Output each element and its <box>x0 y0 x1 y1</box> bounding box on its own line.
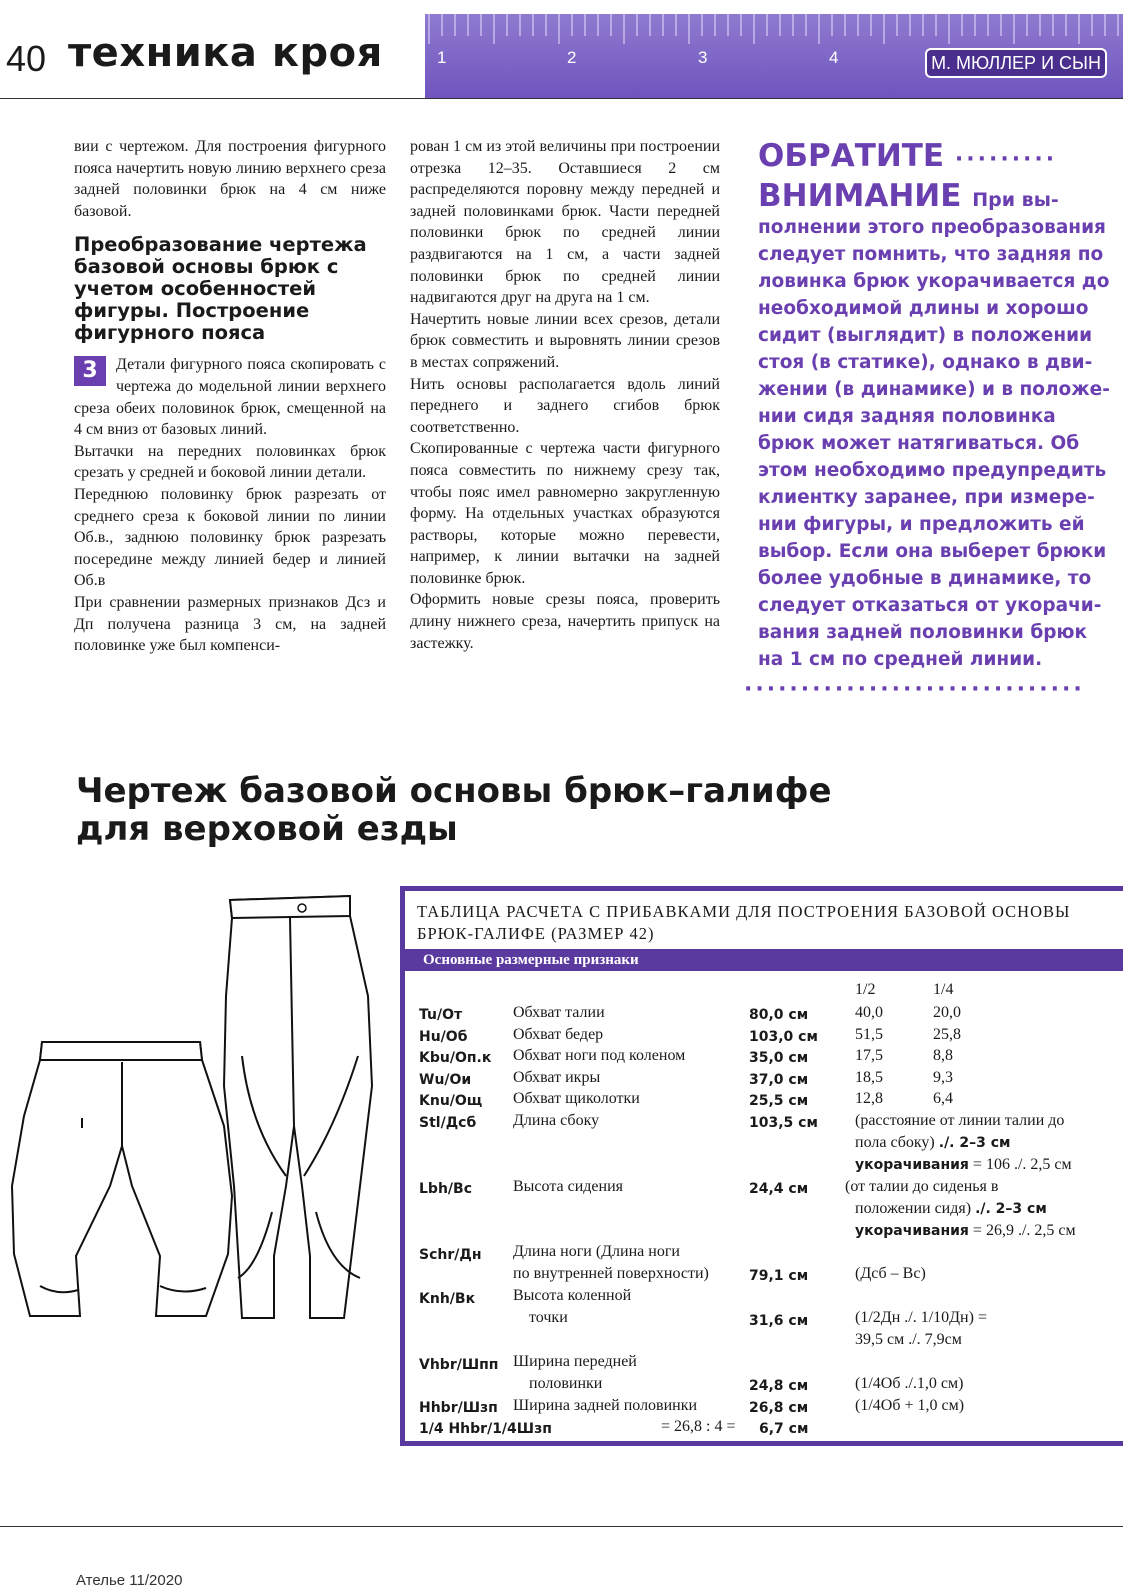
row-quarter: 6,4 <box>933 1090 953 1108</box>
back-trousers <box>224 896 372 1318</box>
row-half: 12,8 <box>855 1090 883 1108</box>
notice-body <box>758 214 1120 673</box>
row-name: по внутренней поверхности) <box>513 1265 709 1282</box>
ruler-number-1: 1 <box>437 48 447 67</box>
row-name: Обхват ноги под коленом <box>513 1047 686 1065</box>
paragraph: При сравнении размерных признаков Дсз и Дп получена разница 3 см, на задней половинке уже был компенси- <box>74 593 386 655</box>
row-name: Ширина задней половинки <box>513 1397 698 1414</box>
row-name: Ширина передней <box>513 1353 637 1370</box>
notice-line: ловинка брюк укорачивается до <box>758 271 1110 292</box>
row-code: 1/4 Hhbr/1/4Шзп <box>419 1421 552 1437</box>
row-quarter: 25,8 <box>933 1025 961 1043</box>
drawing-title-line-1: Чертеж базовой основы брюк–галифе <box>76 771 832 811</box>
row-value: 37,0 см <box>749 1071 809 1088</box>
paragraph: Вытачки на передних половинках брюк срезать у средней и боковой линии детали. <box>74 442 386 482</box>
notice-box <box>744 138 1120 702</box>
paragraph: вии с чертежом. Для построения фигурного пояса начертить новую линию верхнего среза задней половинки брюк на 4 см ниже базовой. <box>74 138 386 220</box>
row-note-text: = 106 ./. 2,5 см <box>972 1156 1072 1173</box>
notice-line: следует отказаться от укорачи- <box>758 595 1102 616</box>
row-note-text: = 26,9 ./. 2,5 см <box>972 1222 1076 1239</box>
row-name: Обхват талии <box>513 1004 605 1021</box>
row-value: 103,5 см <box>749 1115 818 1131</box>
table-caption <box>417 901 1070 945</box>
subheading: Преобразование чертежа базовой основы брюк с учетом особенностей фигуры. Построение фигурного пояса <box>74 233 367 345</box>
dotted-leader: ········· <box>954 147 1058 172</box>
front-waistband <box>40 1042 202 1060</box>
notice-line: нии сидя задняя половинка <box>758 406 1056 427</box>
row-note-text: положении сидя) <box>855 1200 972 1217</box>
row-name: Обхват икры <box>513 1068 601 1086</box>
notice-lead: При вы- <box>972 189 1059 211</box>
section-title: техника кроя <box>68 30 383 76</box>
row-quarter: 9,3 <box>933 1068 953 1086</box>
row-quarter: 20,0 <box>933 1004 961 1021</box>
notice-line: клиентку заранее, при измере- <box>758 487 1095 508</box>
paragraph: Переднюю половинку брюк разрезать от среднего среза к боковой линии по линии Об.в., заднюю половинку брюк разрезать посередине между линией бедер и линией Об.в <box>74 485 386 590</box>
row-name: Длина ноги (Длина ноги <box>513 1243 680 1260</box>
row-name: Обхват щиколотки <box>513 1090 640 1108</box>
row-value: 35,0 см <box>749 1050 809 1067</box>
calculation-table <box>400 886 1123 1446</box>
row-note-bold: ./. 2–3 см <box>938 1135 1011 1151</box>
row-value: 26,8 см <box>749 1400 809 1416</box>
ruler-number-4: 4 <box>829 48 839 67</box>
notice-line: жении (в динамике) и в положе- <box>758 379 1110 400</box>
row-name: половинки <box>529 1375 603 1392</box>
row-note <box>855 1154 1072 1177</box>
row-code: Wu/Ои <box>419 1071 472 1088</box>
footer-divider <box>0 1526 1123 1527</box>
drawing-title-line-2: для верховой езды <box>76 809 458 849</box>
notice-line: сидит (выглядит) в положении <box>758 325 1093 346</box>
row-code: Vhbr/Шпп <box>419 1357 499 1373</box>
notice-line: брюк может натягиваться. Об <box>758 433 1080 454</box>
row-name: Высота коленной <box>513 1287 632 1304</box>
notice-line: следует помнить, что задняя по <box>758 244 1104 265</box>
row-half: 17,5 <box>855 1047 883 1065</box>
row-note <box>855 1220 1076 1243</box>
col-header-half: 1/2 <box>855 981 876 998</box>
paragraph: Нить основы располагается вдоль линий переднего и заднего сгибов брюк соответственно. <box>410 375 720 436</box>
row-value: 31,6 см <box>749 1313 809 1329</box>
breeches-illustration <box>10 886 390 1326</box>
row-value: 79,1 см <box>749 1268 809 1284</box>
row-note: (расстояние от линии талии до <box>855 1112 1065 1129</box>
row-note-bold: укорачивания <box>855 1223 969 1239</box>
row-value: 103,0 см <box>749 1028 818 1045</box>
row-note <box>855 1132 1010 1155</box>
row-value: 80,0 см <box>749 1007 809 1023</box>
row-value: 25,5 см <box>749 1093 809 1110</box>
paragraph: рован 1 см из этой величины при построении отрезка 12–35. Оставшиеся 2 см распределяются поровну между передней и задней половинками брюк. Части передней половинки брюк по средней линии раздвигаются на 1 см, а части задней половинки брюк по средней линии надвигаются друг на друга на 1 см. <box>410 138 720 307</box>
row-half: 18,5 <box>855 1068 883 1086</box>
brand-label: М. МЮЛЛЕР И СЫН <box>925 48 1107 78</box>
paragraph-text: Детали фигурного пояса скопировать с чертежа до модельной линии верхнего среза обеих половинок брюк, смещенной на 4 см вниз от базовых линий. <box>74 356 386 439</box>
column-1 <box>74 136 386 657</box>
row-code: Schr/Дн <box>419 1247 482 1263</box>
row-quarter: 8,8 <box>933 1047 953 1065</box>
notice-line: выбор. Если она выберет брюки <box>758 541 1107 562</box>
row-note-text: пола сбоку) <box>855 1134 935 1151</box>
table-caption-line-2: БРЮК-ГАЛИФЕ (РАЗМЕР 42) <box>417 924 655 943</box>
dotted-divider: ······························ <box>744 677 1085 702</box>
row-note: (1/4Об + 1,0 см) <box>855 1397 965 1414</box>
row-code: Knh/Вк <box>419 1291 476 1307</box>
row-code: Stl/Дсб <box>419 1115 477 1131</box>
row-code: Hu/Об <box>419 1028 468 1045</box>
notice-line: нии фигуры, и предложить ей <box>758 514 1085 535</box>
notice-heading-1: ОБРАТИТЕ <box>758 138 945 174</box>
row-note: (1/4Об ./.1,0 см) <box>855 1375 964 1392</box>
row-note <box>855 1198 1047 1221</box>
paragraph: Оформить новые срезы пояса, проверить длину нижнего среза, начертить припуск на застежку. <box>410 591 720 652</box>
notice-heading-2: ВНИМАНИЕ <box>758 178 962 214</box>
paragraph <box>74 354 386 440</box>
footer-text: Ателье 11/2020 <box>76 1572 183 1589</box>
drawing-title <box>76 772 832 848</box>
notice-line: необходимой длины и хорошо <box>758 298 1089 319</box>
button-icon <box>298 904 306 912</box>
col-header-quarter: 1/4 <box>933 981 954 998</box>
row-name: Длина сбоку <box>513 1112 600 1129</box>
row-value: 6,7 см <box>759 1421 809 1437</box>
row-half: 40,0 <box>855 1004 883 1021</box>
row-half: 51,5 <box>855 1025 883 1043</box>
notice-line: стоя (в статике), однако в дви- <box>758 352 1093 373</box>
notice-line: этом необходимо предупредить <box>758 460 1107 481</box>
row-note-bold: ./. 2–3 см <box>975 1201 1047 1217</box>
row-value: 24,8 см <box>749 1378 809 1394</box>
row-value: 24,4 см <box>749 1181 809 1197</box>
header-divider <box>0 98 1123 99</box>
row-note: 39,5 см ./. 7,9см <box>855 1331 962 1348</box>
row-note: (от талии до сиденья в <box>845 1178 999 1195</box>
row-name: точки <box>529 1309 568 1326</box>
column-2 <box>410 136 720 654</box>
row-note-bold: укорачивания <box>855 1157 969 1173</box>
row-code: Knu/Ощ <box>419 1093 483 1110</box>
row-code: Hhbr/Шзп <box>419 1400 498 1416</box>
paragraph: Скопированные с чертежа части фигурного пояса совместить по нижнему срезу так, чтобы пояс имел равномерно закругленную форму. На отдельных участках образуются раствορы, которые можно перевести, например, к линии вытачки на задней половинке брюк. <box>410 440 720 587</box>
ruler-number-3: 3 <box>698 48 708 67</box>
row-code: Tu/От <box>419 1007 463 1023</box>
notice-line: на 1 см по средней линии. <box>758 649 1043 670</box>
notice-line: полнении этого преобразования <box>758 217 1106 238</box>
row-code: Lbh/Вс <box>419 1181 472 1197</box>
row-name: Обхват бедер <box>513 1025 604 1043</box>
back-waistband <box>230 896 350 918</box>
row-name: Высота сидения <box>513 1178 623 1195</box>
step-number-badge: 3 <box>74 356 106 386</box>
table-header-bar: Основные размерные признаки <box>405 949 1123 971</box>
page-number: 40 <box>6 38 47 79</box>
table-caption-line-1: ТАБЛИЦА РАСЧЕТА С ПРИБАВКАМИ ДЛЯ ПОСТРОЕНИЯ БАЗОВОЙ ОСНОВЫ <box>417 902 1071 921</box>
ruler-number-2: 2 <box>567 48 577 67</box>
row-note: (1/2Дн ./. 1/10Дн) = <box>855 1309 987 1326</box>
notice-line: более удобные в динамике, то <box>758 568 1092 589</box>
notice-line: вания задней половинки брюк <box>758 622 1088 643</box>
row-code: Kbu/Оп.к <box>419 1050 492 1067</box>
row-formula: = 26,8 : 4 = <box>661 1418 736 1435</box>
row-note: (Дсб – Вс) <box>855 1265 926 1282</box>
paragraph: Начертить новые линии всех срезов, детали брюк совместить и выровнять линии срезов в местах сопряжений. <box>410 310 720 371</box>
